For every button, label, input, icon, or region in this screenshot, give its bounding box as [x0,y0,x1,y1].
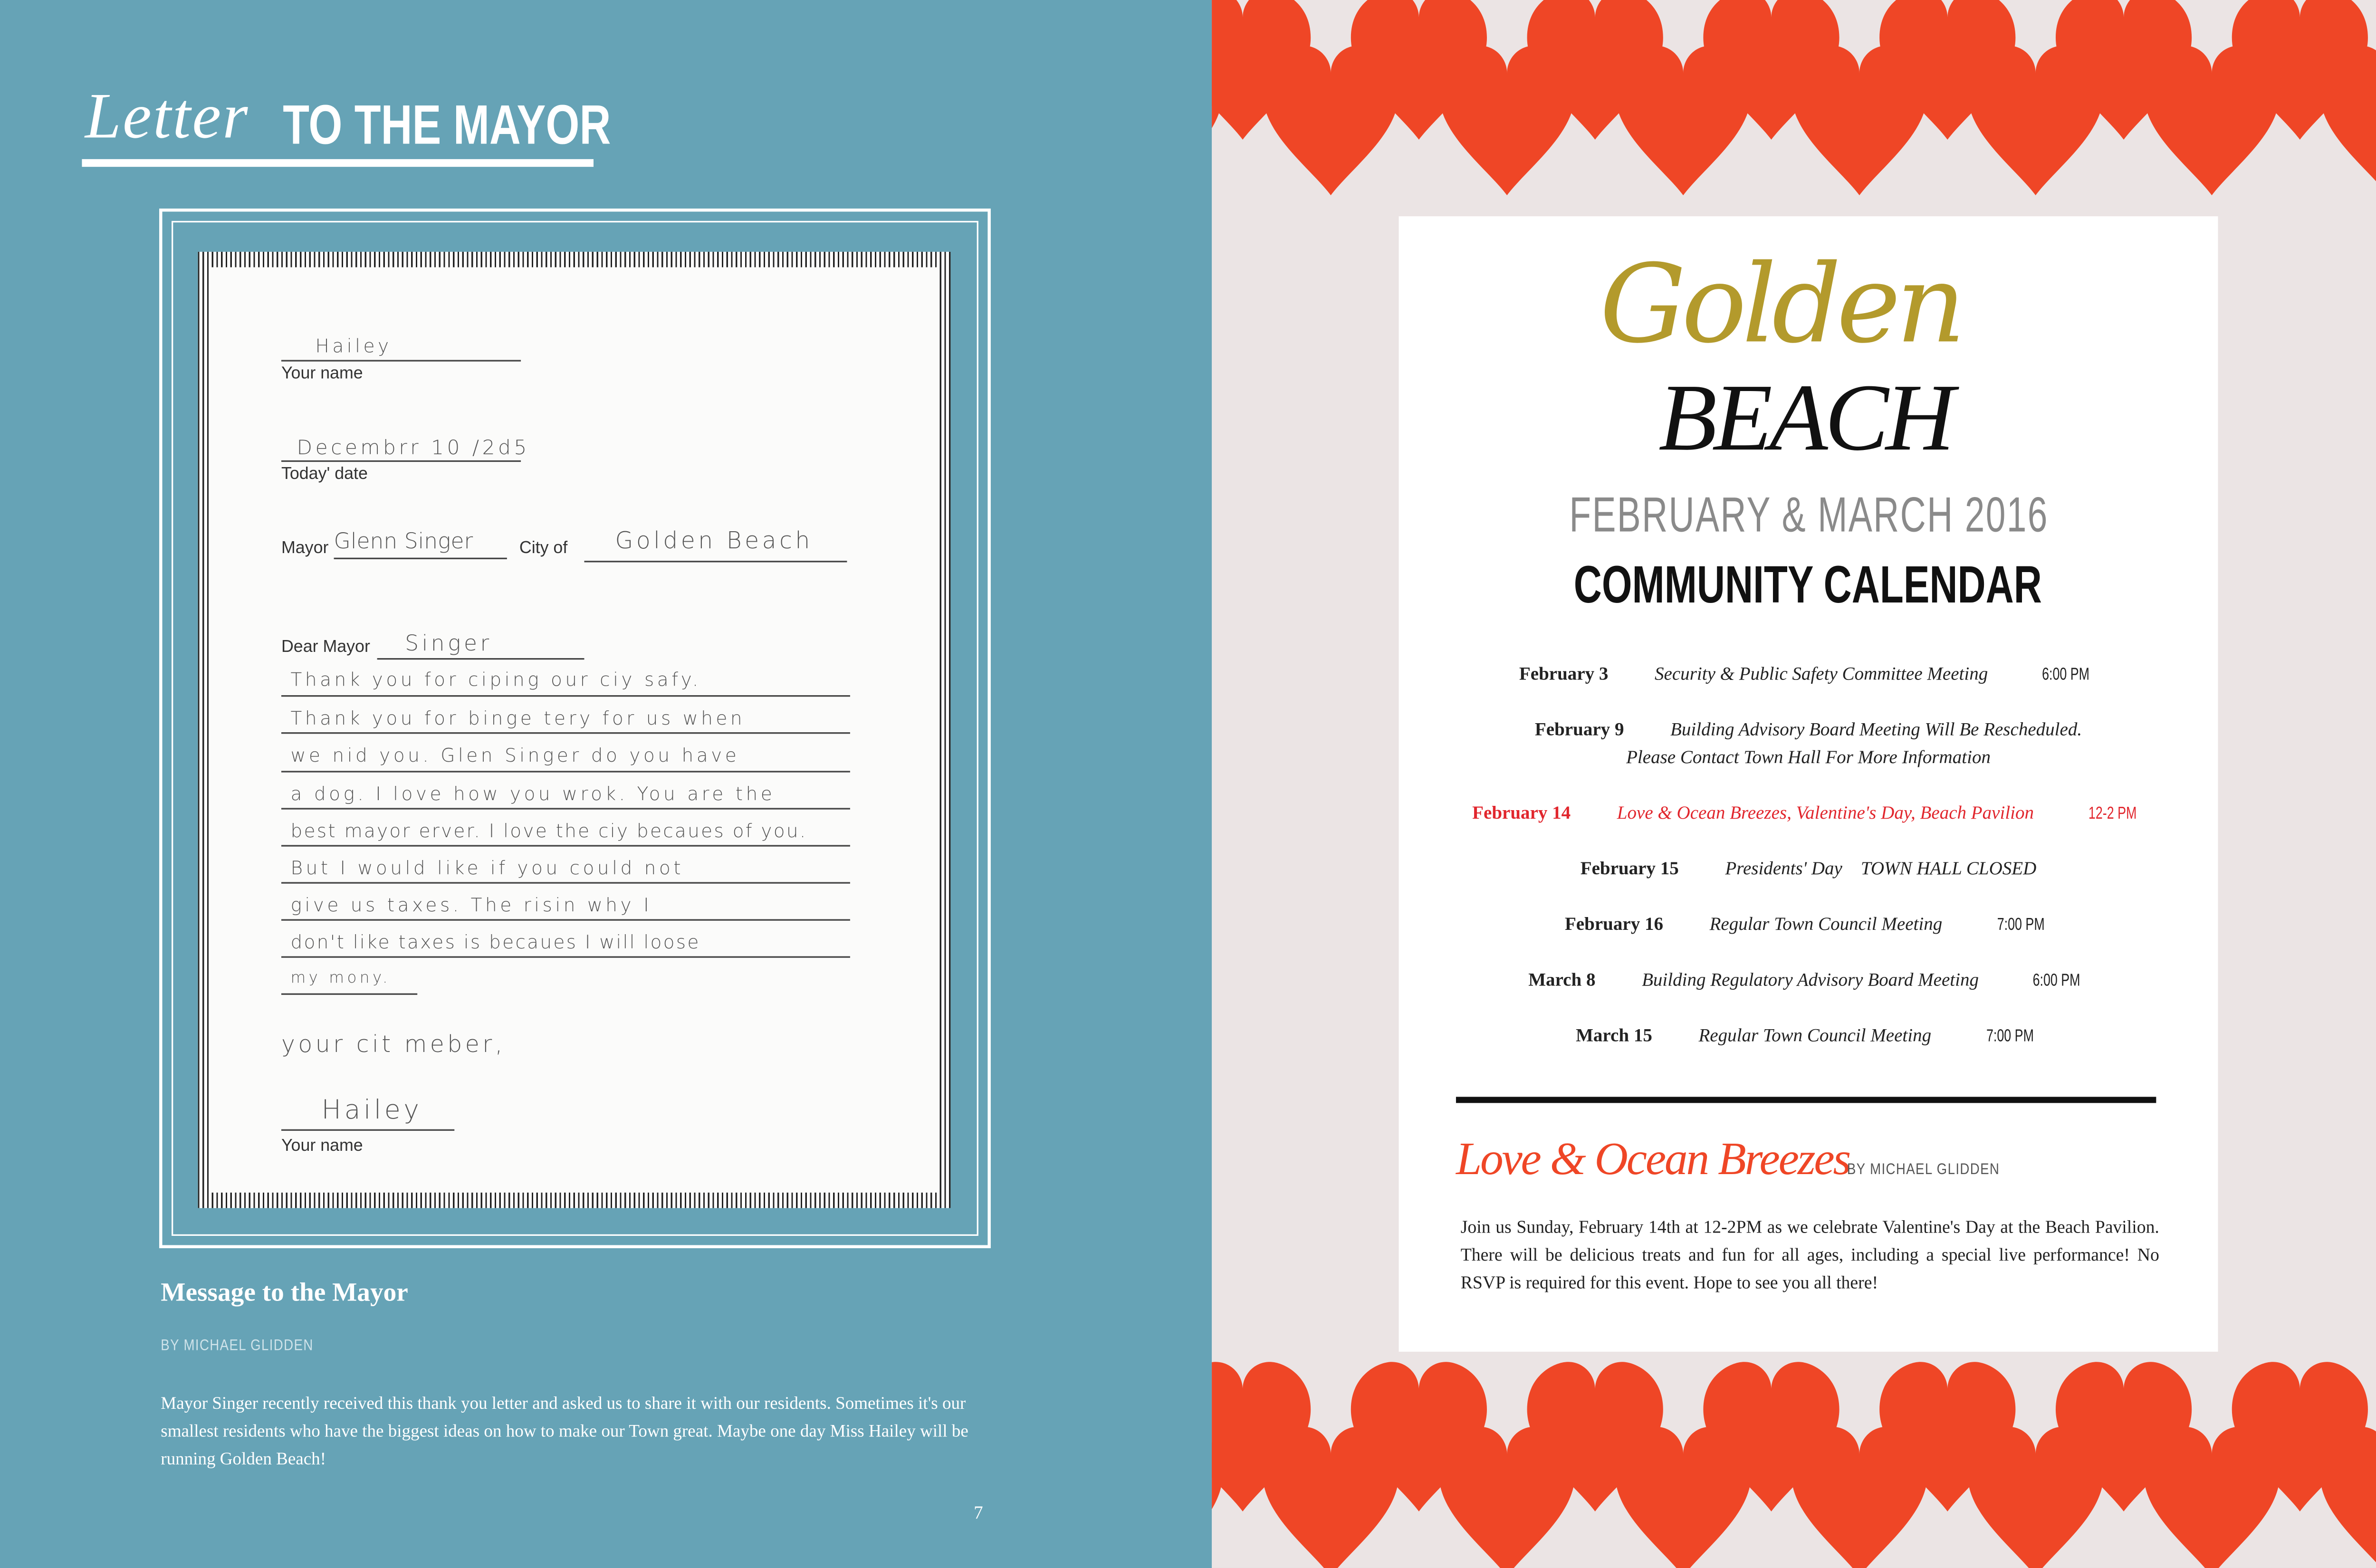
letter-line: best mayor erver. I love the ciy becaues of you. [290,820,807,842]
feature-title: Love & Ocean Breezes [1456,1134,1850,1185]
event-row: February 9 Building Advisory Board Meeting Will Be Rescheduled. [1534,718,2082,740]
letter-closing: your cit meber, [281,1030,506,1059]
right-page [1212,0,2376,1568]
letter-city-label: City of [519,539,568,558]
event-row: February 15 Presidents' Day TOWN HALL CLOSED [1580,857,2037,879]
letter-line: we nid you. Glen Singer do you have [290,745,740,766]
event-note: Please Contact Town Hall For More Information [1626,746,1991,768]
letter-line: Thank you for binge tery for us when [290,708,746,729]
letter-date-label: Today' date [281,465,368,484]
event-row: February 3 Security & Public Safety Committee Meeting 6:00 PM [1519,662,2090,685]
calendar-heading: COMMUNITY CALENDAR [1574,556,2043,615]
letter-line: don't like taxes is becaues I will loose [290,931,700,953]
page-number: 7 [974,1501,983,1523]
event-row-highlight: February 14 Love & Ocean Breezes, Valentine's Day, Beach Pavilion 12-2 PM [1472,802,2136,823]
heart-icon [2320,46,2376,195]
event-row: February 16 Regular Town Council Meeting 7:00 PM [1564,913,2044,935]
divider [1456,1097,2156,1103]
event-row: March 15 Regular Town Council Meeting 7:00 PM [1576,1024,2033,1046]
letter-line: a dog. I love how you wrok. You are the [290,783,776,805]
logo-beach: BEACH [1658,366,1952,471]
feature-byline: BY MICHAEL GLIDDEN [1847,1161,2000,1179]
title-underline [82,159,594,167]
heart-icon [2320,1427,2376,1568]
letter-mayor-value: Glenn Singer [334,530,473,555]
title-script: Letter [85,82,249,153]
letter-image [198,252,950,1208]
letter-mayor-label: Mayor [281,539,329,558]
feature-body: Join us Sunday, February 14th at 12-2PM as we celebrate Valentine's Day at the Beach Pavilion. There will be delicious treats and fun for all ages, including a special live performance! No RSVP is required for this event. Hope to see you all there! [1460,1217,2159,1293]
letter-dear-label: Dear Mayor [281,638,370,657]
letter-city-value: Golden Beach [615,526,813,555]
article-byline: BY MICHAEL GLIDDEN [161,1338,314,1355]
letter-line: But I would like if you could not [290,857,684,879]
letter-date-value: Decembrr 10 /2d5 [297,437,530,460]
letter-signature-label: Your name [281,1137,363,1156]
letter-dear-value: Singer [405,631,492,657]
article-body: Mayor Singer recently received this thank you letter and asked us to share it with our residents. Sometimes it's our smallest residents who have the biggest ideas on how to make our Town great. Maybe one day Miss Hailey will be running Golden Beach! [161,1395,968,1469]
letter-line: give us taxes. The risin why I [290,894,652,916]
article-title: Message to the Mayor [161,1277,408,1307]
letter-signature: Hailey [321,1095,422,1127]
calendar-card [1399,216,2218,1352]
event-row: March 8 Building Regulatory Advisory Board Meeting 6:00 PM [1528,968,2081,991]
letter-name-value: Hailey [315,335,392,357]
letter-line: Thank you for ciping our ciy safy. [290,669,701,691]
page-title: TO THE MAYOR [283,93,611,156]
letter-line: my mony. [290,970,391,987]
logo-golden: Golden [1600,241,1961,368]
dates-heading: FEBRUARY & MARCH 2016 [1569,487,2048,543]
letter-name-label: Your name [281,364,363,383]
